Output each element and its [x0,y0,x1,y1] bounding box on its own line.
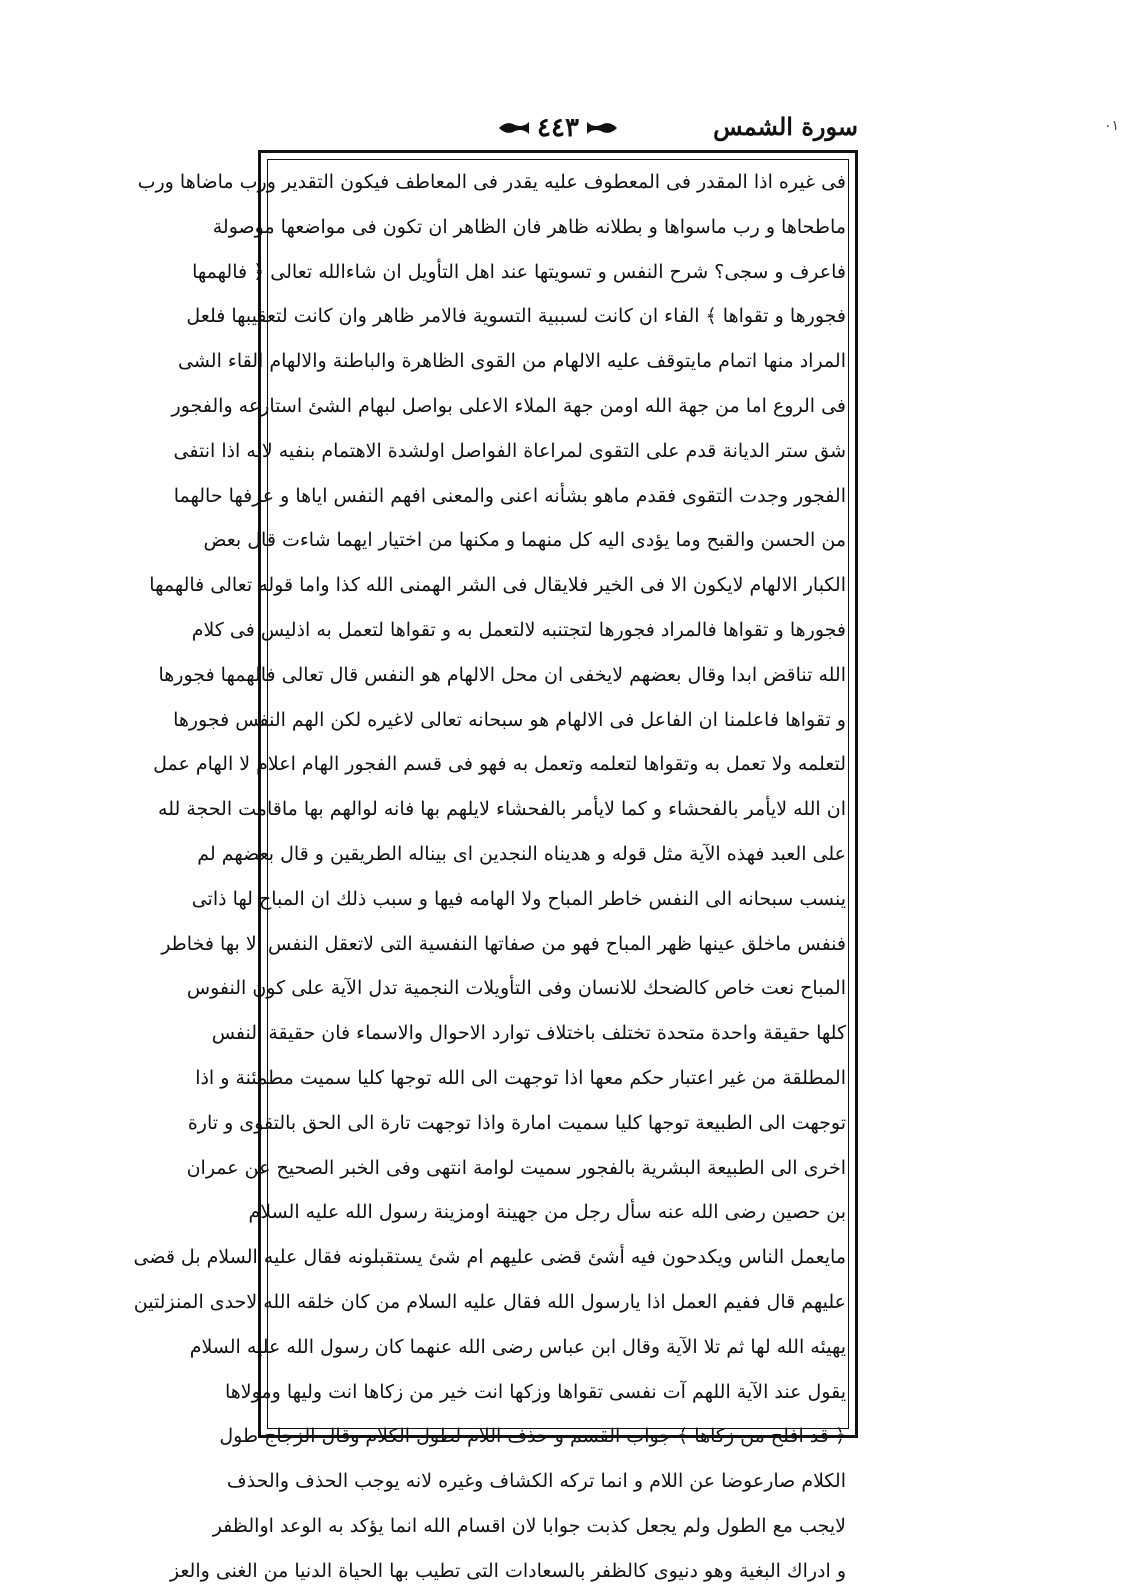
text-line: فى الروع اما من جهة الله اومن جهة الملاء الاعلى بواصل لبهام الشئ استارعه والفجور [171,394,846,417]
text-line: يهيئه الله لها ثم تلا الآية وقال ابن عباس رضى الله عنهما كان رسول الله عليه السلام [189,1335,846,1358]
text-line: ماطحاها و رب ماسواها و بطلانه ظاهر فان الظاهر ان تكون فى مواضعها موصولة [212,215,846,238]
text-line: الله تناقض ابدا وقال بعضهم لايخفى ان محل الالهام هو النفس قال تعالى فالهمها فجورها [158,663,846,686]
surah-title: سورة الشمس [713,112,858,141]
text-line: و تقواها فاعلمنا ان الفاعل فى الالهام هو سبحانه تعالى لاغيره لكن الهم النفس فجورها [173,708,846,731]
left-ornament-icon [497,119,531,137]
text-line: ينسب سبحانه الى النفس خاطر المباح ولا الهامه فيها و سبب ذلك ان المباح لها ذاتى [191,887,846,910]
text-line: فجورها و تقواها ﴾ الفاء ان كانت لسببية التسوية فالامر ظاهر وان كانت لتعقيبها فلعل [186,305,846,328]
page-number: ٤٤٣ [537,113,579,143]
text-line: فجورها و تقواها فالمراد فجورها لتجتنبه لالتعمل به و تقواها لتعمل به اذليس فى كلام [191,618,846,641]
text-line: الفجور وجدت التقوى فقدم ماهو بشأنه اعنى والمعنى افهم النفس اياها و عرفها حالهما [173,484,846,507]
text-line: فى غيره اذا المقدر فى المعطوف عليه يقدر فى المعاطف فيكون التقدير ورب ماضاها ورب [137,171,846,193]
commentary-text [133,160,846,1594]
text-line: المطلقة من غير اعتبار حكم معها اذا توجهت الى الله توجها كليا سميت مطمئنة و اذا [195,1066,846,1089]
text-line: لايجب مع الطول ولم يجعل كذبت جوابا لان اقسام الله انما يؤكد به الوعد اوالظفر [212,1514,846,1537]
text-line: على العبد فهذه الآية مثل قوله و هديناه النجدين اى بيناله الطريقين و قال بعضهم لم [197,842,846,865]
text-line: شق ستر الديانة قدم على التقوى لمراعاة الفواصل اولشدة الاهتمام بنفيه لانه اذا انتفى [173,439,846,462]
text-line: لتعلمه ولا تعمل به وتقواها لتعلمه وتعمل به فهو فى قسم الفجور الهام اعلام لا الهام عمل [153,753,846,776]
text-line: بن حصين رضى الله عنه سأل رجل من جهينة اومزينة رسول الله عليه السلام [248,1201,846,1224]
page-header [258,108,858,148]
text-line: مايعمل الناس ويكدحون فيه أشئ قضى عليهم ام شئ يستقبلونه فقال عليه السلام بل قضى [133,1246,846,1269]
text-line: ان الله لايأمر بالفحشاء و كما لايأمر بالفحشاء لايلهم بها فانه لوالهم بها ماقامت الحجة لله [158,798,846,821]
text-line: المباح نعت خاص كالضحك للانسان وفى التأويلات النجمية تدل الآية على كون النفوس [186,977,846,1000]
right-ornament-icon [585,119,619,137]
text-line: يقول عند الآية اللهم آت نفسى تقواها وزكها انت خير من زكاها انت وليها ومولاها [225,1380,846,1403]
text-line: فنفس ماخلق عينها ظهر المباح فهو من صفاتها النفسية التى لاتعقل النفس الا بها فخاطر [161,932,846,955]
text-line: الكبار الالهام لايكون الا فى الخير فلايقال فى الشر الهمنى الله كذا واما قوله تعالى فالهمها [149,574,846,597]
page-number-ornament [488,108,628,148]
text-line: من الحسن والقبح وما يؤدى اليه كل منهما و مكنها من اختيار ايهما شاءت قال بعض [203,529,846,552]
text-line: ﴿ قد افلح من زكاها ﴾ جواب القسم و حذف اللام لطول الكلام وقال الزجاج طول [219,1425,846,1448]
text-line: اخرى الى الطبيعة البشرية بالفجور سميت لوامة انتهى وفى الخبر الصحيح عن عمران [186,1156,846,1179]
margin-mark: ٠١ [1103,118,1119,134]
text-line: فاعرف و سجى؟ شرح النفس و تسويتها عند اهل التأويل ان شاءالله تعالى ﴿ فالهمها [192,260,846,283]
text-line: توجهت الى الطبيعة توجها كليا سميت امارة واذا توجهت تارة الى الحق بالتقوى و تارة [187,1111,846,1134]
text-line: كلها حقيقة واحدة متحدة تختلف باختلاف توارد الاحوال والاسماء فان حقيقة النفس [211,1022,846,1045]
text-line: و ادراك البغية وهو دنيوى كالظفر بالسعادات التى تطيب بها الحياة الدنيا من الغنى والعز [169,1559,846,1582]
text-line: المراد منها اتمام مايتوقف عليه الالهام من القوى الظاهرة والباطنة والالهام القاء الشى [178,350,846,373]
text-line: عليهم قال ففيم العمل اذا يارسول الله فقال عليه السلام من كان خلقه الله لاحدى المنزلتين [133,1290,846,1313]
text-line: الكلام صارعوضا عن اللام و انما تركه الكشاف وغيره لانه يوجب الحذف والحذف [226,1470,846,1493]
